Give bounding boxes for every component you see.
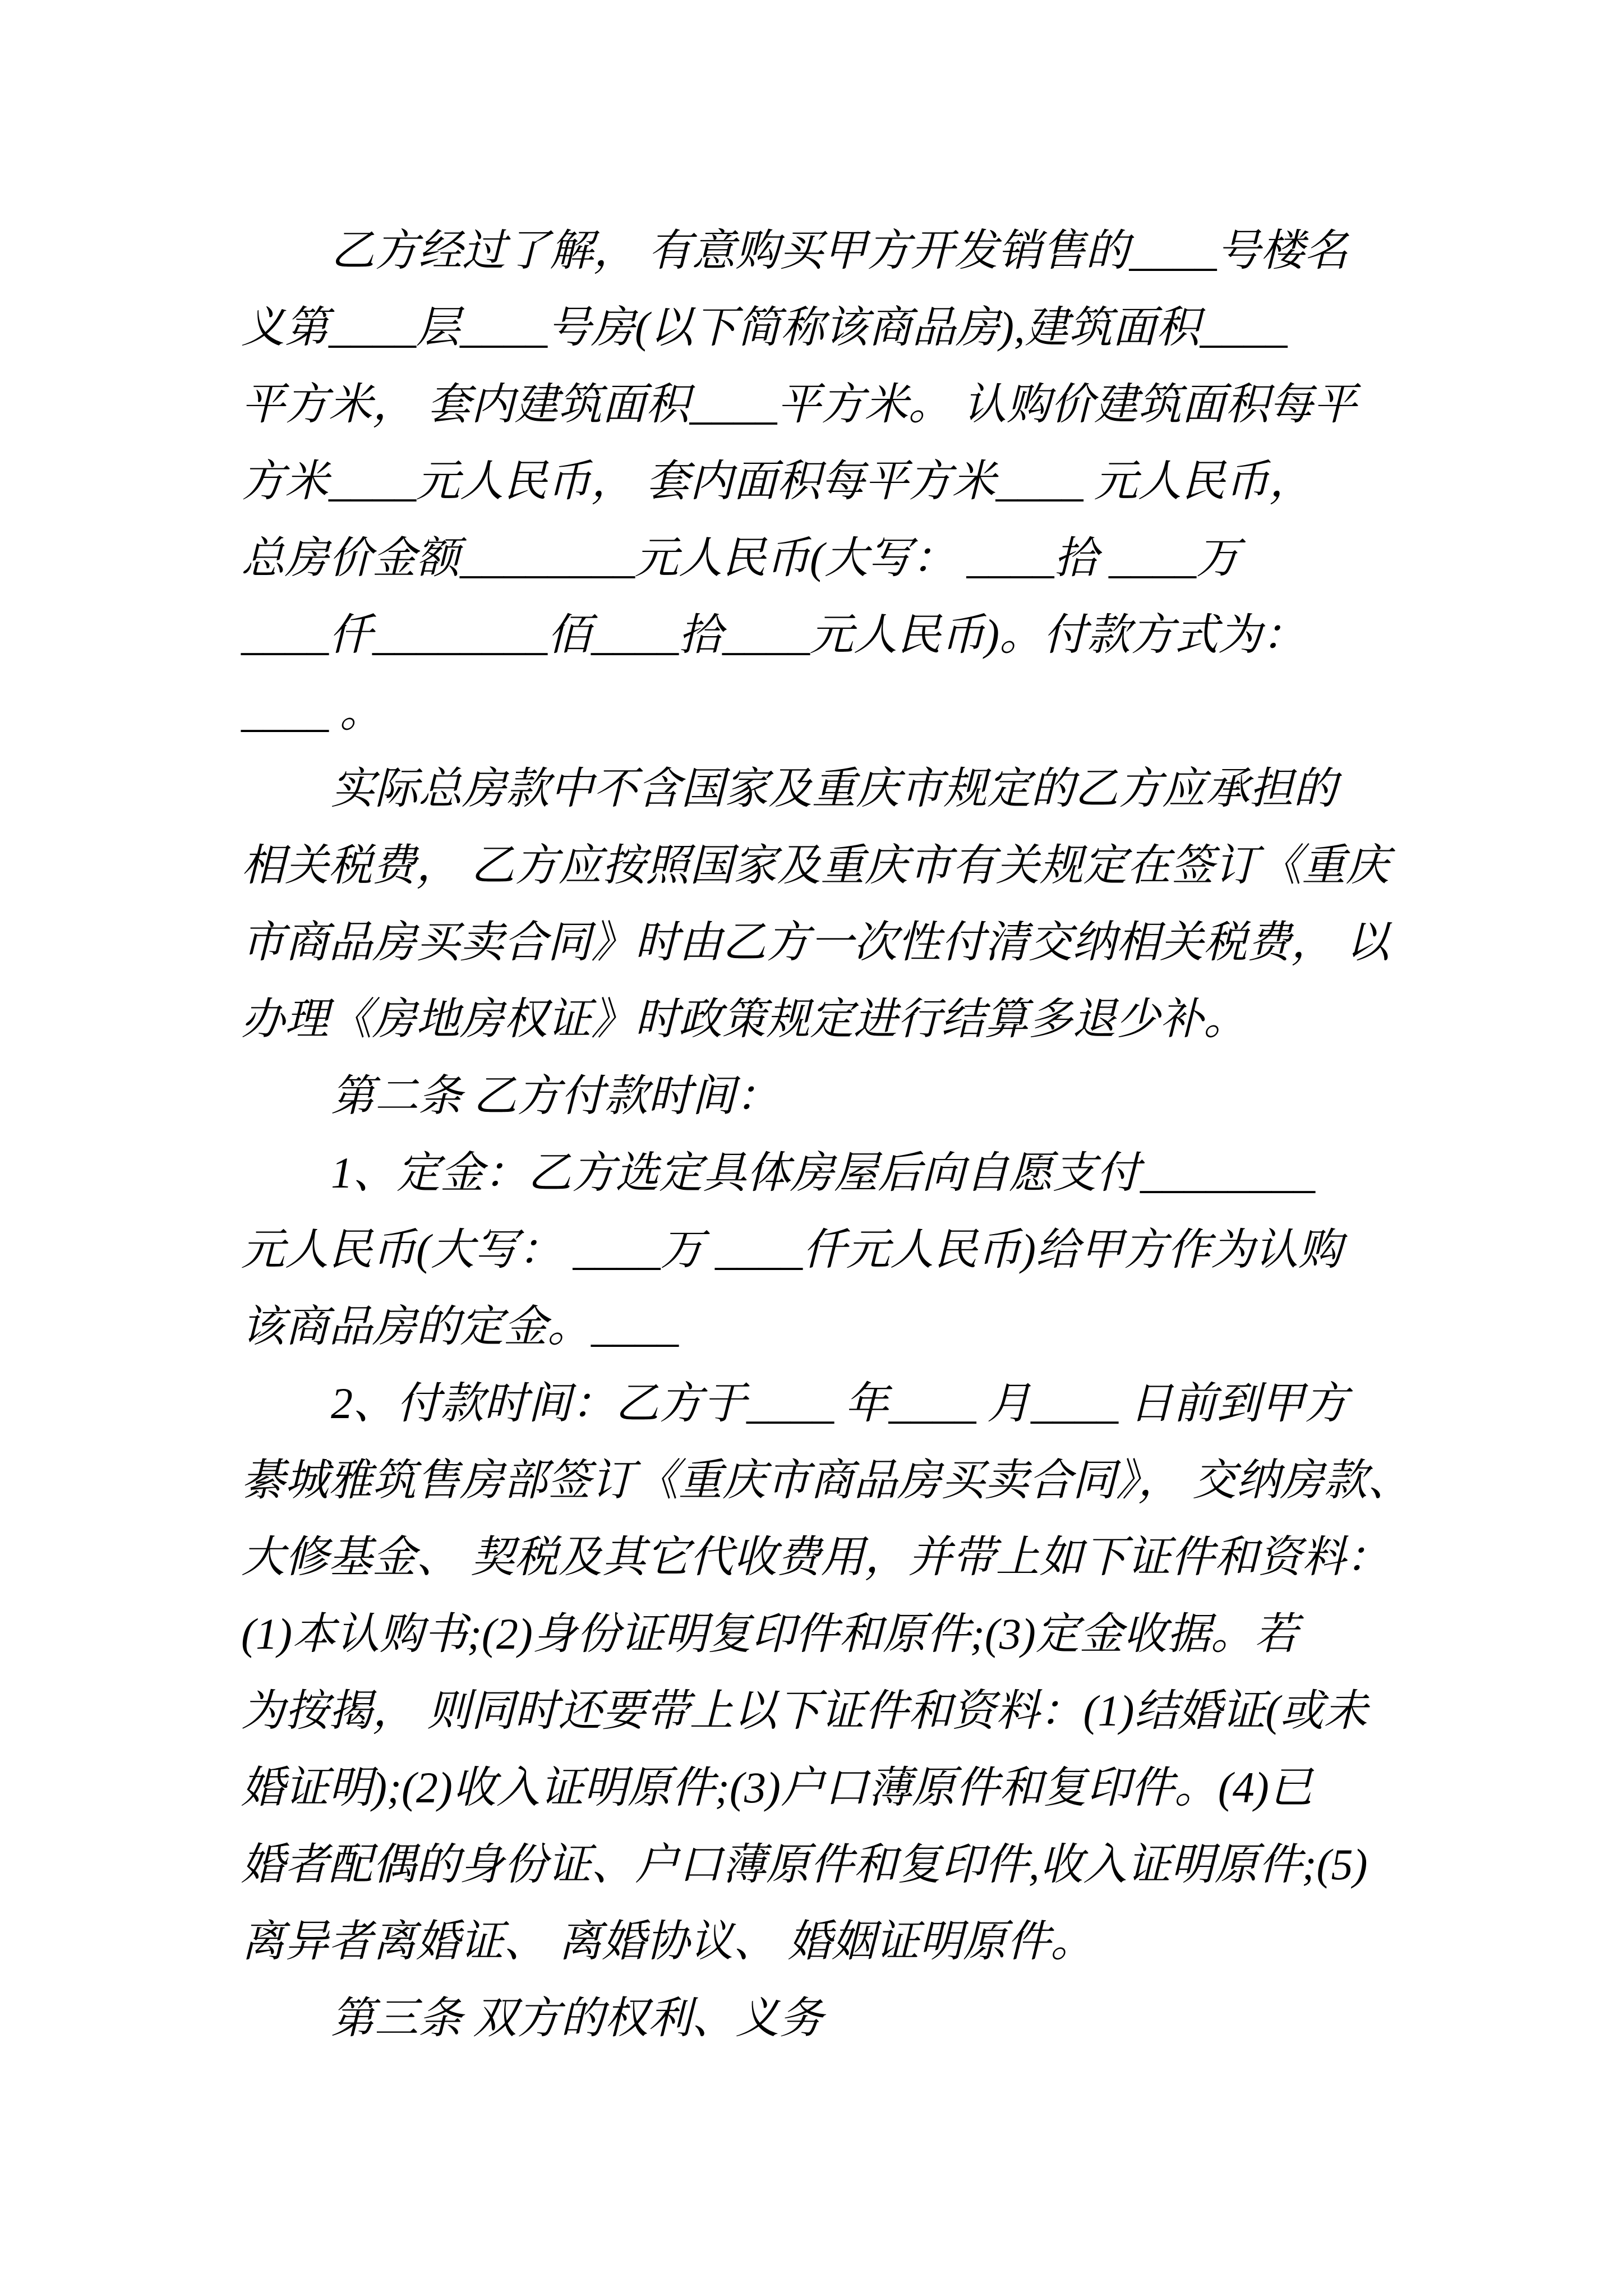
- text-line: ____仟________佰____拾____元人民币)。付款方式为：: [241, 610, 1306, 659]
- text-line: 1、定金：乙方选定具体房屋后向自愿支付________: [331, 1148, 1316, 1197]
- text-line: 义第____层____号房(以下简称该商品房),建筑面积____: [241, 303, 1288, 352]
- text-line: 为按揭， 则同时还要带上以下证件和资料：(1)结婚证(或未: [241, 1686, 1368, 1735]
- text-line: 綦城雅筑售房部签订《重庆市商品房买卖合同》， 交纳房款、: [241, 1456, 1412, 1504]
- text-line: 元人民币(大写： ____万 ____仟元人民币)给甲方作为认购: [241, 1225, 1342, 1274]
- text-line: (1)本认购书;(2)身份证明复印件和原件;(3)定金收据。若: [241, 1609, 1298, 1658]
- text-line: 大修基金、 契税及其它代收费用，并带上如下证件和资料：: [241, 1533, 1390, 1581]
- text-line: 乙方经过了解， 有意购买甲方开发销售的____号楼名: [331, 226, 1348, 275]
- text-line: 婚证明);(2)收入证明原件;(3)户口薄原件和复印件。(4)已: [241, 1763, 1313, 1812]
- text-line: 相关税费， 乙方应按照国家及重庆市有关规定在签订《重庆: [241, 841, 1390, 890]
- text-line: 实际总房款中不含国家及重庆市规定的乙方应承担的: [331, 764, 1338, 813]
- section-heading-line: 第三条 双方的权利、义务: [331, 1994, 823, 2042]
- text-line: 婚者配偶的身份证、户口薄原件和复印件,收入证明原件;(5): [241, 1840, 1368, 1889]
- text-line: 离异者离婚证、 离婚协议、 婚姻证明原件。: [241, 1917, 1095, 1966]
- text-line: 该商品房的定金。____: [241, 1302, 679, 1351]
- text-line: 2、付款时间：乙方于____ 年____ 月____ 日前到甲方: [331, 1379, 1348, 1428]
- contract-body-text: [241, 212, 1412, 2056]
- text-line: 方米____元人民币， 套内面积每平方米____ 元人民币，: [241, 457, 1313, 505]
- section-heading-line: 第二条 乙方付款时间：: [331, 1071, 780, 1120]
- text-line: 办理《房地房权证》时政策规定进行结算多退少补。: [241, 995, 1248, 1043]
- text-line: 平方米， 套内建筑面积____平方米。 认购价建筑面积每平: [241, 380, 1357, 429]
- text-line: 总房价金额________元人民币(大写： ____拾 ____万: [241, 533, 1240, 582]
- text-line: 市商品房买卖合同》时由乙方一次性付清交纳相关税费， 以: [241, 918, 1390, 967]
- text-line: ____ 。: [241, 687, 384, 736]
